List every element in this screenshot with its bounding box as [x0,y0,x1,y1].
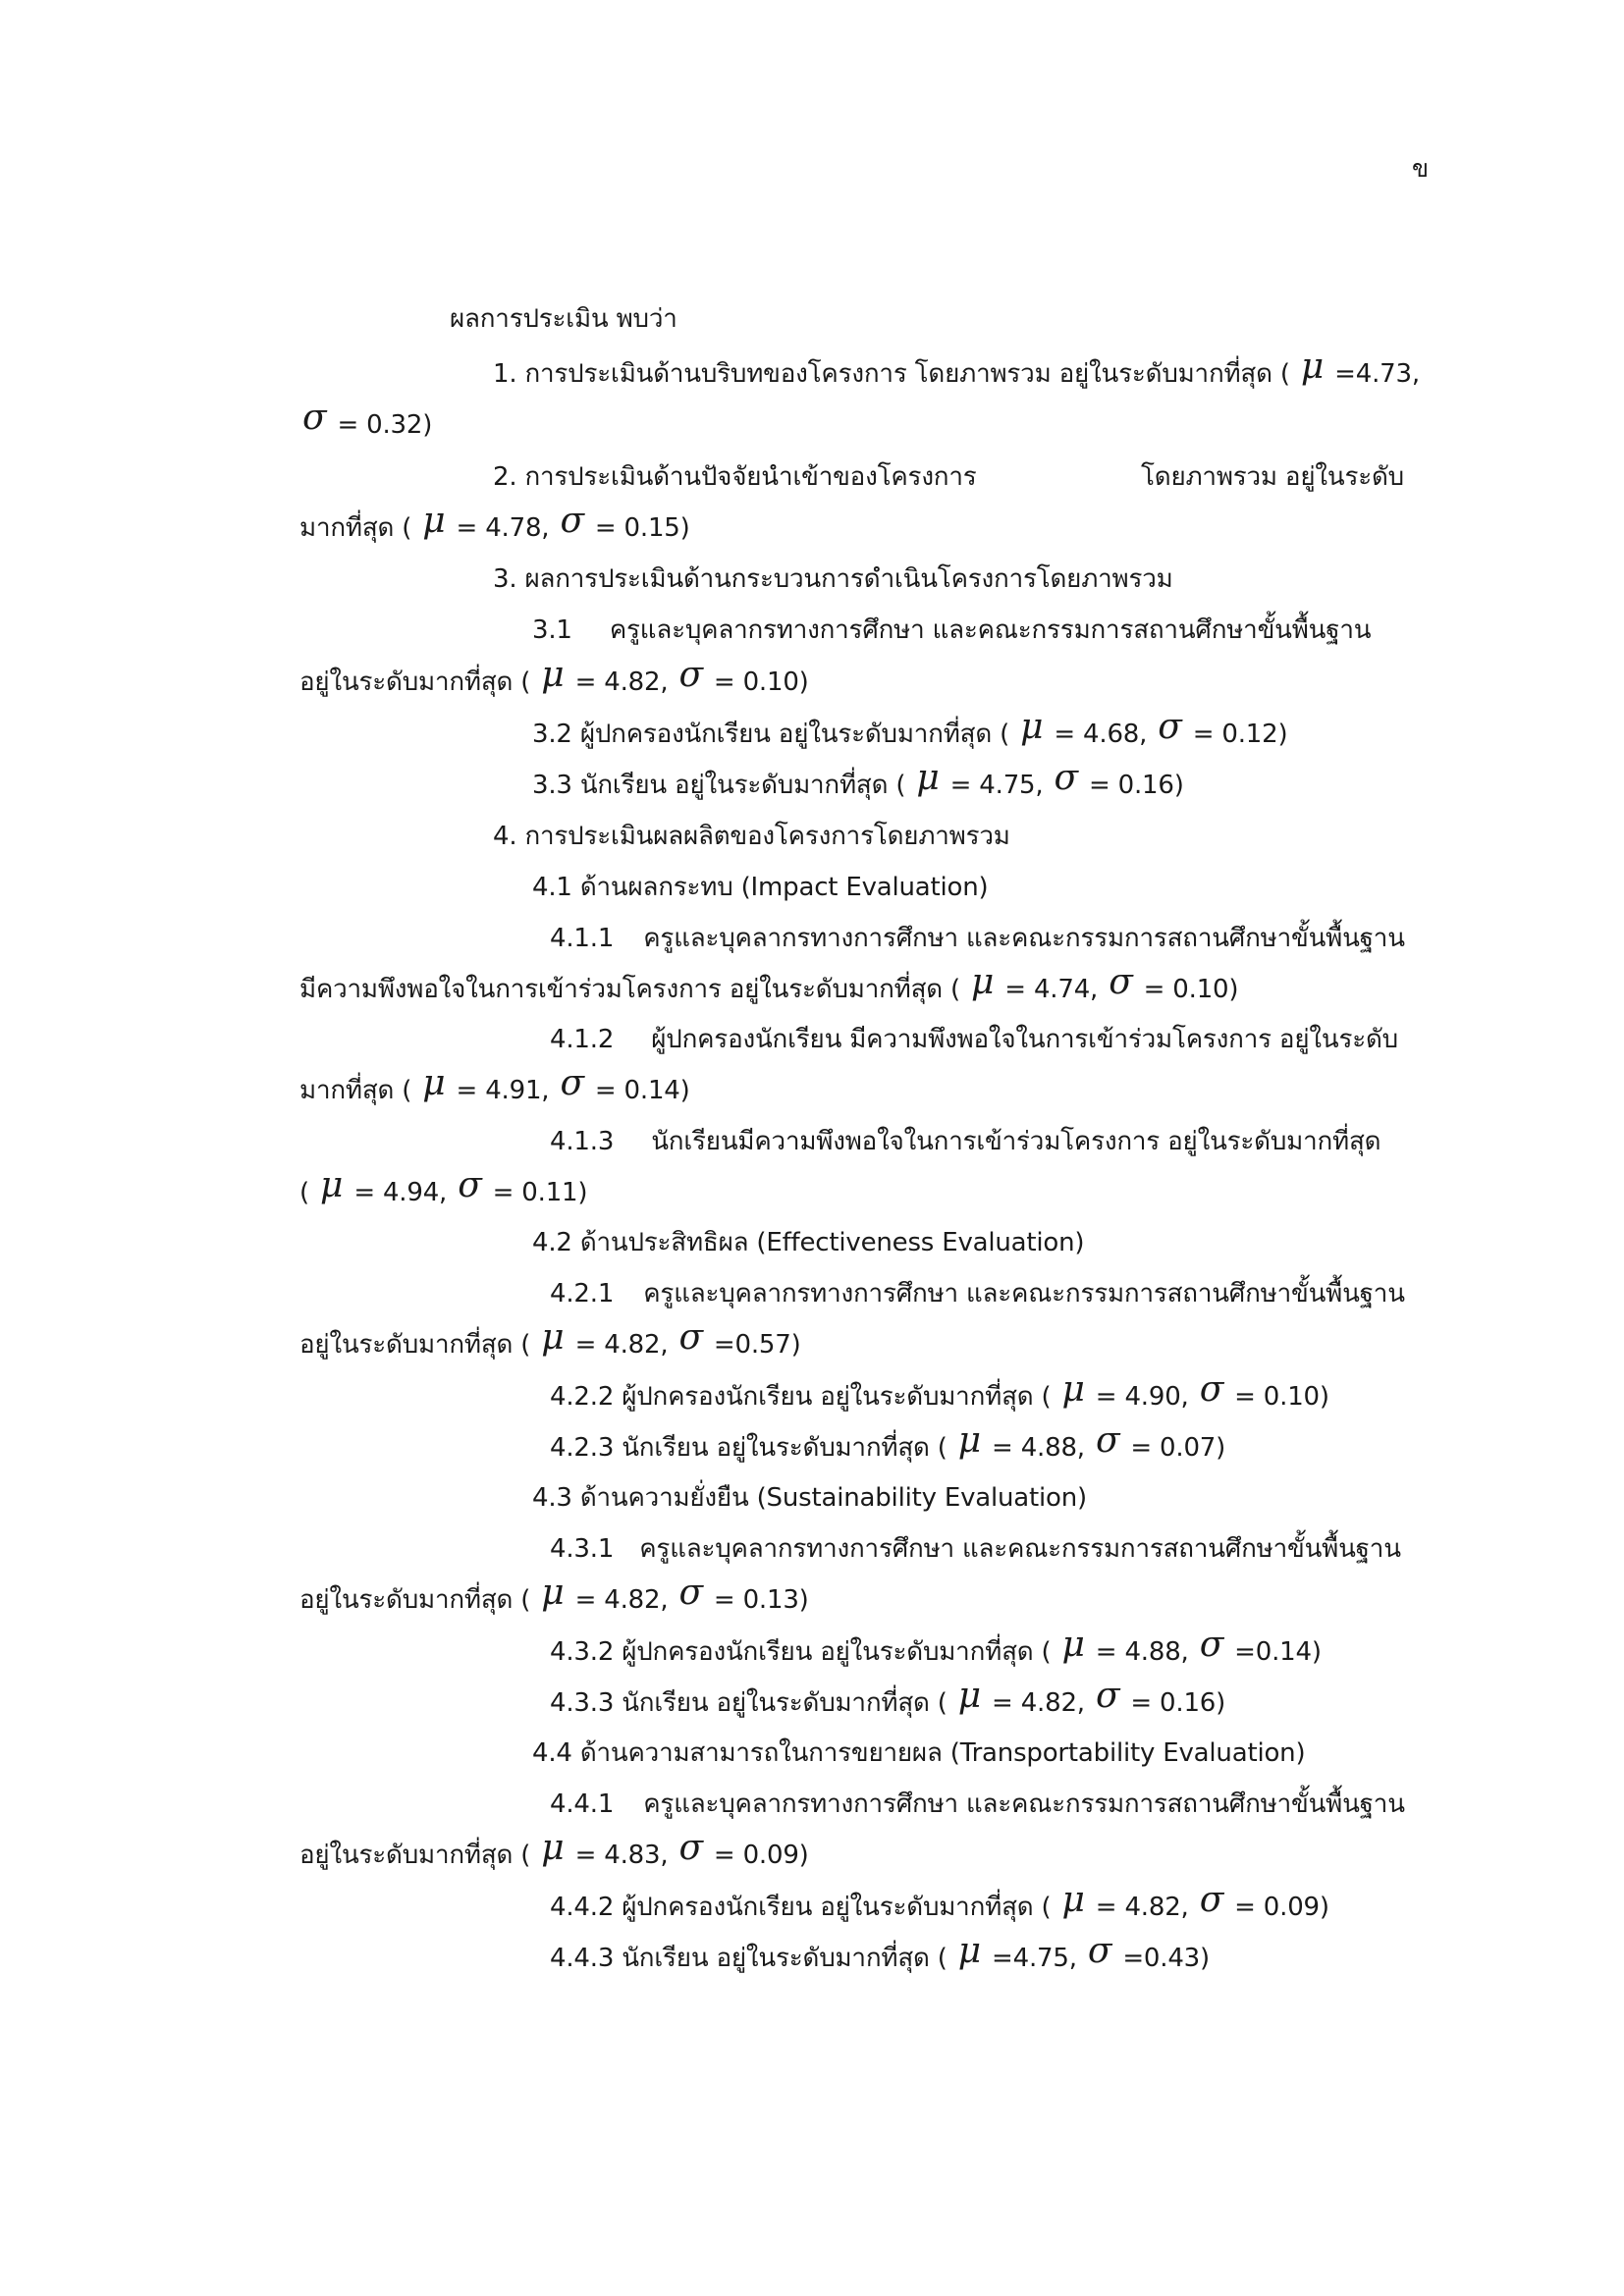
item-4-4-heading: 4.4 ด้านความสามารถในการขยายผล (Transportability Evaluation) [532,1738,1306,1768]
item-3-1-line-2: อยู่ในระดับมากที่สุด ( μ = 4.82, σ = 0.10) [299,655,809,697]
mu-symbol: μ [957,1931,981,1971]
sigma-symbol: σ [1158,707,1182,747]
item-4-1-3-line-2: ( μ = 4.94, σ = 0.11) [299,1165,588,1207]
sigma-symbol: σ [458,1165,482,1205]
item-3-3-line: 3.3 นักเรียน อยู่ในระดับมากที่สุด ( μ = 4.75, σ = 0.16) [532,758,1184,800]
sigma-symbol: σ [1095,1676,1120,1716]
sigma-symbol: σ [1095,1420,1120,1461]
sigma-symbol: σ [302,398,327,438]
item-4-1-heading: 4.1 ด้านผลกระทบ (Impact Evaluation) [532,873,989,902]
mu-symbol: μ [541,1573,565,1613]
mu-symbol: μ [1020,707,1044,747]
item-4-1-3-line-1: 4.1.3 นักเรียนมีความพึงพอใจในการเข้าร่วมโครงการ อยู่ในระดับมากที่สุด [550,1127,1381,1156]
item-4-4-1-line-2: อยู่ในระดับมากที่สุด ( μ = 4.83, σ = 0.09) [299,1828,809,1870]
intro-line: ผลการประเมิน พบว่า [450,304,677,334]
mu-symbol: μ [971,962,995,1002]
sigma-symbol: σ [1087,1931,1112,1971]
sigma-symbol: σ [1109,962,1133,1002]
mu-symbol: μ [422,501,446,541]
item-1-line-2: σ = 0.32) [302,398,433,440]
item-4-heading: 4. การประเมินผลผลิตของโครงการโดยภาพรวม [493,822,1010,851]
item-4-2-2-line: 4.2.2 ผู้ปกครองนักเรียน อยู่ในระดับมากที่สุด ( μ = 4.90, σ = 0.10) [550,1369,1329,1412]
item-4-3-1-line-1: 4.3.1 ครูและบุคลากรทางการศึกษา และคณะกรรมการสถานศึกษาขั้นพื้นฐาน [550,1534,1401,1564]
mu-symbol: μ [541,1317,565,1358]
mu-symbol: μ [1061,1369,1085,1410]
item-4-2-1-line-2: อยู่ในระดับมากที่สุด ( μ = 4.82, σ =0.57) [299,1317,801,1360]
item-4-2-3-line: 4.2.3 นักเรียน อยู่ในระดับมากที่สุด ( μ = 4.88, σ = 0.07) [550,1420,1226,1463]
sigma-symbol: σ [678,1317,703,1358]
item-2-line-1: 2. การประเมินด้านปัจจัยนำเข้าของโครงการ [493,462,977,492]
sigma-symbol: σ [560,501,584,541]
sigma-symbol: σ [678,1828,703,1868]
sigma-symbol: σ [1054,758,1078,798]
item-4-3-3-line: 4.3.3 นักเรียน อยู่ในระดับมากที่สุด ( μ = 4.82, σ = 0.16) [550,1676,1226,1718]
page-number: ข [1412,154,1430,183]
item-2-line-2: มากที่สุด ( μ = 4.78, σ = 0.15) [299,501,690,543]
item-3-heading: 3. ผลการประเมินด้านกระบวนการดำเนินโครงการโดยภาพรวม [493,564,1173,594]
mu-symbol: μ [957,1420,981,1461]
mu-symbol: μ [320,1165,344,1205]
mu-symbol: μ [1061,1880,1085,1920]
item-4-2-heading: 4.2 ด้านประสิทธิผล (Effectiveness Evaluation) [532,1228,1085,1257]
sigma-symbol: σ [1199,1369,1224,1410]
mu-symbol: μ [916,758,940,798]
sigma-symbol: σ [1199,1880,1224,1920]
mu-symbol: μ [541,655,565,695]
item-3-1-line-1: 3.1 ครูและบุคลากรทางการศึกษา และคณะกรรมการสถานศึกษาขั้นพื้นฐาน [532,615,1372,645]
item-4-1-1-line-2: มีความพึงพอใจในการเข้าร่วมโครงการ อยู่ในระดับมากที่สุด ( μ = 4.74, σ = 0.10) [299,962,1239,1004]
item-4-2-1-line-1: 4.2.1 ครูและบุคลากรทางการศึกษา และคณะกรรมการสถานศึกษาขั้นพื้นฐาน [550,1279,1405,1308]
item-4-1-2-line-1: 4.1.2 ผู้ปกครองนักเรียน มีความพึงพอใจในการเข้าร่วมโครงการ อยู่ในระดับ [550,1025,1398,1054]
mu-symbol: μ [422,1063,446,1103]
sigma-symbol: σ [560,1063,584,1103]
mu-symbol: μ [1061,1625,1085,1665]
mu-symbol: μ [541,1828,565,1868]
item-4-1-1-line-1: 4.1.1 ครูและบุคลากรทางการศึกษา และคณะกรรมการสถานศึกษาขั้นพื้นฐาน [550,924,1405,953]
sigma-symbol: σ [1199,1625,1224,1665]
sigma-symbol: σ [678,655,703,695]
item-4-3-heading: 4.3 ด้านความยั่งยืน (Sustainability Evaluation) [532,1483,1087,1513]
mu-symbol: μ [1300,347,1325,387]
mu-symbol: μ [957,1676,981,1716]
item-4-4-2-line: 4.4.2 ผู้ปกครองนักเรียน อยู่ในระดับมากที่สุด ( μ = 4.82, σ = 0.09) [550,1880,1329,1922]
item-3-2-line: 3.2 ผู้ปกครองนักเรียน อยู่ในระดับมากที่สุด ( μ = 4.68, σ = 0.12) [532,707,1288,749]
item-2-line-1b: โดยภาพรวม อยู่ในระดับ [1141,462,1404,492]
item-4-4-1-line-1: 4.4.1 ครูและบุคลากรทางการศึกษา และคณะกรรมการสถานศึกษาขั้นพื้นฐาน [550,1789,1405,1819]
item-1-line-1: 1. การประเมินด้านบริบทของโครงการ โดยภาพรวม อยู่ในระดับมากที่สุด ( μ =4.73, [493,347,1420,389]
item-4-3-2-line: 4.3.2 ผู้ปกครองนักเรียน อยู่ในระดับมากที่สุด ( μ = 4.88, σ =0.14) [550,1625,1322,1667]
item-4-3-1-line-2: อยู่ในระดับมากที่สุด ( μ = 4.82, σ = 0.13) [299,1573,809,1615]
item-4-4-3-line: 4.4.3 นักเรียน อยู่ในระดับมากที่สุด ( μ =4.75, σ =0.43) [550,1931,1210,1973]
sigma-symbol: σ [678,1573,703,1613]
item-4-1-2-line-2: มากที่สุด ( μ = 4.91, σ = 0.14) [299,1063,690,1105]
